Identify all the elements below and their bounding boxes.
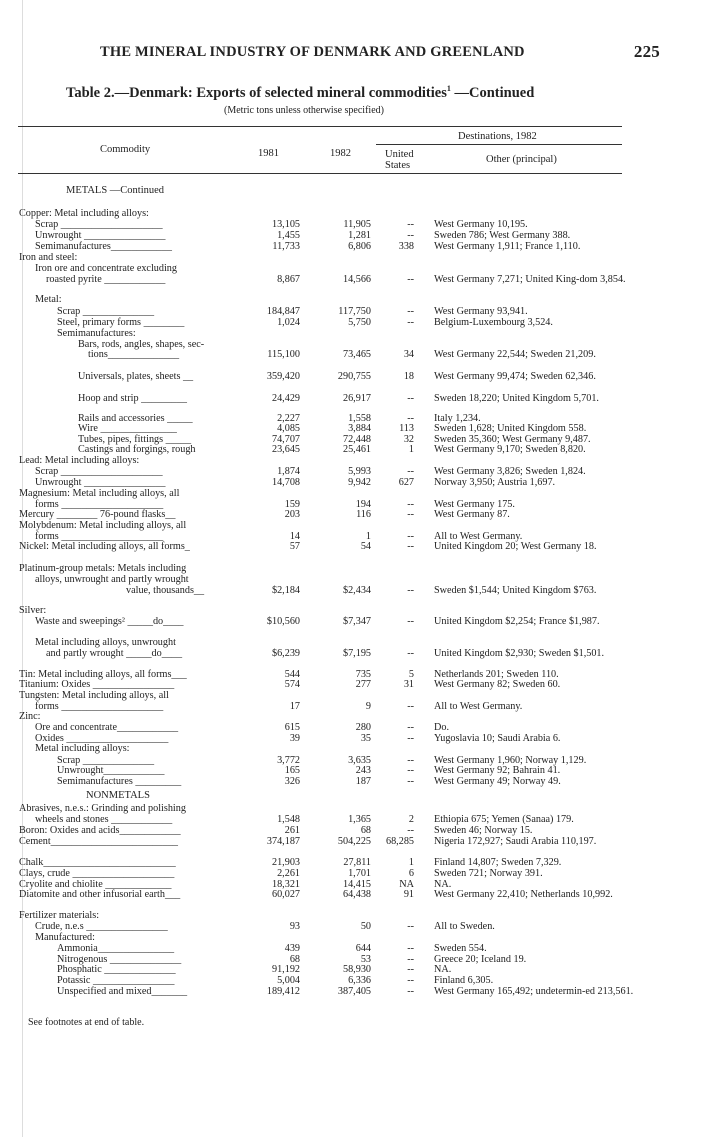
destinations-other: Sweden 786; West Germany 388. [434, 230, 571, 241]
value-1982: 1,281 [348, 230, 371, 241]
commodity-label: Semimanufactures____________ [35, 241, 172, 252]
destinations-other: Belgium-Luxembourg 3,524. [434, 317, 553, 328]
commodity-label: Rails and accessories _____ [78, 413, 193, 424]
value-1982: 9,942 [348, 477, 371, 488]
value-1982: 1,365 [348, 814, 371, 825]
commodity-label: Potassic ________________ [57, 975, 175, 986]
commodity-label: forms ____________________ [35, 531, 164, 542]
commodity-label: Copper: Metal including alloys: [19, 208, 149, 219]
commodity-label: Bars, rods, angles, shapes, sec- [78, 339, 205, 350]
value-1981: 93 [289, 921, 300, 932]
destinations-other: West Germany 93,941. [434, 306, 528, 317]
commodity-label: Metal including alloys, unwrought [35, 637, 176, 648]
commodity-label: Unwrought ________________ [35, 230, 166, 241]
value-1982: 6,806 [348, 241, 371, 252]
value-1982: 644 [355, 943, 371, 954]
value-united-states: -- [407, 776, 414, 787]
table-title [66, 84, 626, 102]
destinations-other: Sweden 18,220; United Kingdom 5,701. [434, 393, 599, 404]
value-1981: 439 [284, 943, 300, 954]
value-1981: 159 [284, 499, 300, 510]
value-united-states: -- [407, 616, 414, 627]
destinations-other: Sweden 554. [434, 943, 487, 954]
value-united-states: -- [407, 466, 414, 477]
value-1981: 5,004 [277, 975, 300, 986]
value-1981: 261 [284, 825, 300, 836]
value-1982: 73,465 [342, 349, 371, 360]
section-heading-metals: METALS —Continued [66, 185, 165, 196]
commodity-label: Semimanufactures _________ [57, 776, 182, 787]
value-1982: 64,438 [342, 889, 371, 900]
destinations-other: West Germany 99,474; Sweden 62,346. [434, 371, 596, 382]
value-1982: 290,755 [337, 371, 371, 382]
destinations-other: West Germany 22,544; Sweden 21,209. [434, 349, 596, 360]
commodity-label: Steel, primary forms ________ [57, 317, 185, 328]
destinations-other: West Germany 87. [434, 509, 510, 520]
value-1982: $7,195 [342, 648, 371, 659]
value-1981: $10,560 [266, 616, 300, 627]
value-united-states: -- [407, 755, 414, 766]
value-united-states: -- [407, 733, 414, 744]
value-united-states: 5 [408, 669, 414, 680]
commodity-label: Silver: [19, 605, 47, 616]
value-united-states: -- [407, 825, 414, 836]
destinations-other: All to West Germany. [434, 701, 523, 712]
destinations-other: Finland 6,305. [434, 975, 494, 986]
value-1981: 544 [284, 669, 300, 680]
section-heading-nonmetals: NONMETALS [86, 790, 150, 801]
commodity-label: Wire _______________ [78, 423, 177, 434]
value-united-states: -- [407, 306, 414, 317]
value-united-states: -- [407, 975, 414, 986]
value-1981: 8,867 [277, 274, 300, 285]
destinations-other: Sweden 721; Norway 391. [434, 868, 543, 879]
value-1982: 26,917 [342, 393, 371, 404]
value-1981: 165 [284, 765, 300, 776]
value-1981: 615 [284, 722, 300, 733]
column-header-us-line2: States [385, 160, 411, 171]
commodity-label: forms ____________________ [35, 499, 164, 510]
value-1981: 91,192 [271, 964, 300, 975]
table-top-rule [18, 126, 622, 127]
value-1981: 39 [289, 733, 300, 744]
commodity-label: Manufactured: [35, 932, 95, 943]
commodity-label: Magnesium: Metal including alloys, all [19, 488, 180, 499]
destinations-other: Sweden 35,360; West Germany 9,487. [434, 434, 591, 445]
destinations-other: West Germany 1,911; France 1,110. [434, 241, 581, 252]
commodity-label: Hoop and strip _________ [78, 393, 187, 404]
value-united-states: NA [399, 879, 414, 890]
commodity-label: Lead: Metal including alloys: [19, 455, 140, 466]
commodity-label: Semimanufactures: [57, 328, 136, 339]
value-1981: $2,184 [271, 585, 300, 596]
destinations-other: Sweden 1,628; United Kingdom 558. [434, 423, 587, 434]
column-header-us-line1: United [385, 149, 414, 160]
commodity-label: Phosphatic ______________ [57, 964, 176, 975]
value-1981: 2,261 [277, 868, 300, 879]
value-1981: 184,847 [266, 306, 300, 317]
value-1982: 58,930 [342, 964, 371, 975]
destinations-other: Yugoslavia 10; Saudi Arabia 6. [434, 733, 561, 744]
column-header-1981: 1981 [258, 148, 279, 159]
value-1981: 1,874 [277, 466, 300, 477]
commodity-label: tions______________ [88, 349, 180, 360]
commodity-label: Universals, plates, sheets __ [78, 371, 194, 382]
value-1982: 504,225 [337, 836, 371, 847]
destinations-other: All to West Germany. [434, 531, 523, 542]
commodity-label: Tungsten: Metal including alloys, all [19, 690, 169, 701]
commodity-label: Iron ore and concentrate excluding [35, 263, 177, 274]
value-united-states: 1 [408, 857, 414, 868]
destinations-other: Finland 14,807; Sweden 7,329. [434, 857, 562, 868]
destinations-other: Sweden 46; Norway 15. [434, 825, 533, 836]
commodity-label: Abrasives, n.e.s.: Grinding and polishing [19, 803, 186, 814]
value-united-states: -- [407, 499, 414, 510]
commodity-label: Unwrought ________________ [35, 477, 166, 488]
value-1981: 2,227 [277, 413, 300, 424]
commodity-label: Mercury ________ 76-pound flasks__ [19, 509, 176, 520]
value-1982: 9 [365, 701, 371, 712]
value-united-states: 6 [408, 868, 414, 879]
value-united-states: -- [407, 509, 414, 520]
value-1981: 1,024 [277, 317, 300, 328]
commodity-label: Unwrought____________ [57, 765, 165, 776]
value-1982: $7,347 [342, 616, 371, 627]
value-united-states: -- [407, 541, 414, 552]
value-1982: 1,558 [348, 413, 371, 424]
destinations-other: West Germany 3,826; Sweden 1,824. [434, 466, 586, 477]
value-united-states: -- [407, 585, 414, 596]
commodity-label: Clays, crude ____________________ [19, 868, 175, 879]
commodity-label: Cryolite and chiolite _____________ [19, 879, 172, 890]
destinations-other: West Germany 49; Norway 49. [434, 776, 561, 787]
value-united-states: -- [407, 921, 414, 932]
value-united-states: -- [407, 393, 414, 404]
commodity-label: Unspecified and mixed_______ [57, 986, 188, 997]
destinations-other: West Germany 22,410; Netherlands 10,992. [434, 889, 613, 900]
value-1982: 3,884 [348, 423, 371, 434]
value-1981: 13,105 [271, 219, 300, 230]
table-title-text: Table 2.—Denmark: Exports of selected mineral commodities [66, 84, 447, 101]
value-united-states: -- [407, 648, 414, 659]
value-united-states: 91 [403, 889, 414, 900]
destinations-other: NA. [434, 879, 452, 890]
value-1981: 24,429 [271, 393, 300, 404]
destinations-rule [376, 144, 622, 145]
value-united-states: -- [407, 274, 414, 285]
commodity-label: Ammonia_______________ [57, 943, 175, 954]
value-1982: 5,750 [348, 317, 371, 328]
value-1982: 72,448 [342, 434, 371, 445]
value-united-states: 2 [408, 814, 414, 825]
destinations-other: Nigeria 172,927; Saudi Arabia 110,197. [434, 836, 597, 847]
value-1982: 3,635 [348, 755, 371, 766]
value-1981: 3,772 [277, 755, 300, 766]
value-united-states: -- [407, 413, 414, 424]
value-1981: 326 [284, 776, 300, 787]
table-title-footnote-mark: 1 [446, 84, 451, 93]
value-1981: 374,187 [266, 836, 300, 847]
value-1982: 68 [360, 825, 371, 836]
value-united-states: -- [407, 765, 414, 776]
commodity-label: Platinum-group metals: Metals including [19, 563, 187, 574]
value-united-states: -- [407, 722, 414, 733]
value-united-states: 34 [403, 349, 414, 360]
running-title: THE MINERAL INDUSTRY OF DENMARK AND GREENLAND [100, 44, 525, 60]
value-1981: 203 [284, 509, 300, 520]
destinations-other: NA. [434, 964, 452, 975]
value-1981: 17 [289, 701, 300, 712]
destinations-other: West Germany 9,170; Sweden 8,820. [434, 444, 586, 455]
value-1982: 14,566 [342, 274, 371, 285]
value-1982: 280 [355, 722, 371, 733]
value-1982: 5,993 [348, 466, 371, 477]
table-subtitle: (Metric tons unless otherwise specified) [224, 105, 384, 116]
commodity-label: value, thousands__ [126, 585, 205, 596]
value-1981: 74,707 [271, 434, 300, 445]
destinations-other: Netherlands 201; Sweden 110. [434, 669, 559, 680]
commodity-label: Boron: Oxides and acids____________ [19, 825, 181, 836]
value-1981: 60,027 [271, 889, 300, 900]
value-1982: $2,434 [342, 585, 371, 596]
commodity-label: Waste and sweepings² _____do____ [35, 616, 184, 627]
destinations-other: Greece 20; Iceland 19. [434, 954, 527, 965]
value-united-states: -- [407, 219, 414, 230]
value-1982: 117,750 [338, 306, 371, 317]
destinations-other: West Germany 165,492; undetermin-ed 213,561. [434, 986, 634, 997]
destinations-other: Italy 1,234. [434, 413, 481, 424]
value-united-states: 627 [398, 477, 414, 488]
value-united-states: -- [407, 531, 414, 542]
commodity-label: Scrap ______________ [57, 306, 155, 317]
column-header-other-principal: Other (principal) [486, 154, 557, 165]
page-number: 225 [633, 42, 660, 61]
value-1981: 1,455 [277, 230, 300, 241]
value-1981: 14 [289, 531, 300, 542]
value-united-states: 338 [398, 241, 414, 252]
commodity-label: roasted pyrite ____________ [46, 274, 166, 285]
commodity-label: Scrap ____________________ [35, 466, 163, 477]
destinations-other: West Germany 7,271; United King-dom 3,854. [434, 274, 626, 285]
value-1981: 18,321 [271, 879, 300, 890]
value-1981: 359,420 [266, 371, 300, 382]
value-1982: 1 [365, 531, 371, 542]
commodity-label: and partly wrought _____do____ [46, 648, 183, 659]
value-1981: $6,239 [271, 648, 300, 659]
value-1982: 11,905 [343, 219, 371, 230]
commodity-label: Iron and steel: [19, 252, 78, 263]
value-1982: 54 [360, 541, 371, 552]
commodity-label: Cement_________________________ [19, 836, 179, 847]
commodity-label: Crude, n.e.s ________________ [35, 921, 168, 932]
destinations-other: United Kingdom 20; West Germany 18. [434, 541, 597, 552]
value-united-states: -- [407, 954, 414, 965]
value-1982: 35 [360, 733, 371, 744]
value-united-states: 1 [408, 444, 414, 455]
commodity-label: Castings and forgings, rough [78, 444, 196, 455]
destinations-other: West Germany 82; Sweden 60. [434, 679, 561, 690]
commodity-label: forms ____________________ [35, 701, 164, 712]
value-1982: 25,461 [342, 444, 371, 455]
value-1982: 243 [355, 765, 371, 776]
column-header-commodity: Commodity [100, 144, 151, 155]
value-united-states: -- [407, 701, 414, 712]
value-1982: 1,701 [348, 868, 371, 879]
destinations-other: West Germany 92; Bahrain 41. [434, 765, 561, 776]
value-1982: 116 [356, 509, 371, 520]
value-united-states: -- [407, 986, 414, 997]
value-1981: 115,100 [267, 349, 300, 360]
value-united-states: 32 [403, 434, 414, 445]
value-1982: 387,405 [337, 986, 371, 997]
value-united-states: 68,285 [385, 836, 414, 847]
table-title-suffix: —Continued [450, 84, 535, 101]
footnote-reference: See footnotes at end of table. [28, 1017, 145, 1028]
value-united-states: 31 [403, 679, 414, 690]
commodity-label: Chalk__________________________ [19, 857, 176, 868]
commodity-label: Nitrogenous ______________ [57, 954, 182, 965]
commodity-label: Tin: Metal including alloys, all forms___ [19, 669, 187, 680]
commodity-label: Scrap ____________________ [35, 219, 163, 230]
destinations-other: United Kingdom $2,930; Sweden $1,501. [434, 648, 605, 659]
value-1981: 1,548 [277, 814, 300, 825]
commodity-label: alloys, unwrought and partly wrought [35, 574, 189, 585]
value-1982: 14,415 [342, 879, 371, 890]
commodity-label: Titanium: Oxides ________________ [19, 679, 175, 690]
destinations-other: West Germany 1,960; Norway 1,129. [434, 755, 587, 766]
value-1981: 23,645 [271, 444, 300, 455]
commodity-label: Zinc: [19, 711, 41, 722]
value-1982: 187 [355, 776, 371, 787]
value-1982: 53 [360, 954, 371, 965]
commodity-label: Metal: [35, 294, 62, 305]
value-1982: 50 [360, 921, 371, 932]
value-1982: 27,811 [343, 857, 371, 868]
value-1981: 57 [289, 541, 300, 552]
value-1981: 4,085 [277, 423, 300, 434]
value-1981: 189,412 [266, 986, 300, 997]
commodity-label: Ore and concentrate____________ [35, 722, 179, 733]
destinations-other: Sweden $1,544; United Kingdom $763. [434, 585, 597, 596]
commodity-label: Nickel: Metal including alloys, all forms_ [19, 541, 190, 552]
running-header [100, 44, 660, 61]
value-1982: 6,336 [348, 975, 371, 986]
value-united-states: 113 [399, 423, 414, 434]
commodity-label: Tubes, pipes, fittings _____ [78, 434, 192, 445]
value-1981: 68 [289, 954, 300, 965]
destinations-other: West Germany 175. [434, 499, 515, 510]
commodity-label: wheels and stones ____________ [35, 814, 173, 825]
value-1982: 735 [355, 669, 371, 680]
destinations-other: United Kingdom $2,254; France $1,987. [434, 616, 600, 627]
commodity-label: Fertilizer materials: [19, 910, 100, 921]
value-1982: 194 [355, 499, 371, 510]
value-1981: 14,708 [271, 477, 300, 488]
column-header-1982: 1982 [330, 148, 351, 159]
destinations-other: West Germany 10,195. [434, 219, 528, 230]
commodity-label: Molybdenum: Metal including alloys, all [19, 520, 187, 531]
value-united-states: -- [407, 317, 414, 328]
commodity-label: Diatomite and other infusorial earth___ [19, 889, 181, 900]
destinations-other: Ethiopia 675; Yemen (Sanaa) 179. [434, 814, 574, 825]
column-header-destinations: Destinations, 1982 [458, 131, 537, 142]
value-1982: 277 [355, 679, 371, 690]
destinations-other: All to Sweden. [434, 921, 495, 932]
commodity-label: Scrap ______________ [57, 755, 155, 766]
value-united-states: -- [407, 230, 414, 241]
commodity-label: Metal including alloys: [35, 743, 130, 754]
value-united-states: -- [407, 943, 414, 954]
value-1981: 574 [284, 679, 300, 690]
commodity-label: Oxides ____________________ [35, 733, 169, 744]
value-united-states: 18 [403, 371, 414, 382]
value-1981: 11,733 [272, 241, 300, 252]
destinations-other: Norway 3,950; Austria 1,697. [434, 477, 556, 488]
header-bottom-rule [18, 173, 622, 174]
value-united-states: -- [407, 964, 414, 975]
destinations-other: Do. [434, 722, 449, 733]
value-1981: 21,903 [271, 857, 300, 868]
